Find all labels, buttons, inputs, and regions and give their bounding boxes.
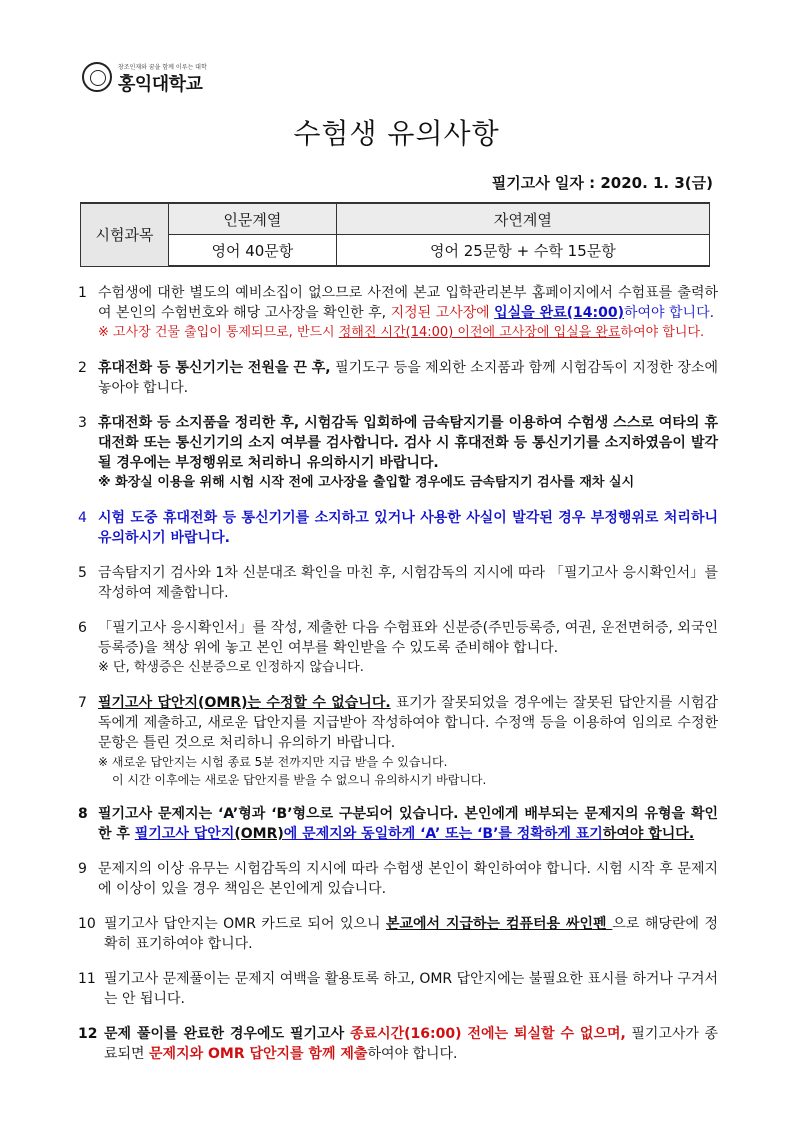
note-text-highlight: 에 문제지와 동일하게 ‘A’ 또는 ‘B’를 정확하게 표기 [283, 826, 603, 842]
note-text: 하여야 합니다. [367, 1046, 458, 1062]
note-text: 필기도구 등을 제외한 소지품과 함께 시험감독이 지정한 장소에 놓아야 합니다. [98, 360, 718, 396]
column-header-natural-sciences: 자연계열 [336, 203, 709, 235]
note-body [98, 804, 718, 844]
exam-date: 필기고사 일자 : 2020. 1. 3(금) [491, 174, 713, 192]
university-name: 홍익대학교 [118, 74, 203, 95]
note-text-highlight: 문제지와 OMR 답안지를 함께 제출 [149, 1046, 368, 1062]
note-6 [78, 618, 718, 678]
note-subnote: ※ 화장실 이용을 위해 시험 시작 전에 고사장을 출입할 경우에도 금속탐지기 검사를 재차 실시 [98, 475, 635, 490]
note-text: 필기고사가 종료되면 [104, 1026, 718, 1062]
note-body: 시험 도중 휴대전화 등 통신기기를 소지하고 있거나 사용한 사실이 발각된 경우 부정행위로 처리하니 유의하시기 바랍니다. [98, 510, 718, 546]
note-body [98, 413, 718, 493]
table-row [81, 203, 710, 235]
note-text-highlight: 종료시간(16:00) 전에는 퇴실할 수 없으며, [350, 1026, 626, 1042]
note-text: 으로 해당란에 정확히 표기하여야 합니다. [104, 916, 718, 952]
note-number: 7 [78, 695, 87, 711]
note-number: 5 [78, 565, 87, 581]
note-number: 10 [78, 916, 96, 932]
note-text-emphasis: 필기고사 문제지는 ‘A’형과 ‘B’형으로 구분되어 있습니다. 본인에게 배부되는 문제지의 유형을 확인한 후 [98, 806, 718, 842]
note-body [98, 618, 718, 678]
row-header: 시험과목 [81, 203, 169, 266]
note-text-emphasis: 휴대전화 등 소지품을 정리한 후, 시험감독 입회하에 금속탐지기를 이용하여 수험생 스스로 여타의 휴대전화 또는 통신기기의 소지 여부를 검사합니다. 검사 시 휴대전화 등 통신기기를 소지하였음이 발각될 경우에는 부정행위로 처리하니 유의하시기 바랍니다. [98, 415, 718, 471]
note-number: 12 [78, 1026, 98, 1042]
subnote-text: ※ 고사장 건물 출입이 통제되므로, 반드시 [98, 325, 339, 340]
column-header-humanities: 인문계열 [169, 203, 337, 235]
note-body [98, 693, 718, 789]
note-text-highlight: 하여야 합니다. [624, 305, 715, 321]
note-text-emphasis: 문제 풀이를 완료한 경우에도 필기고사 [104, 1026, 351, 1042]
university-motto: 창조인재와 꿈을 함께 이루는 대학 [118, 64, 207, 71]
note-text-emphasis: 필기고사 답안지(OMR)는 수정할 수 없습니다. [98, 695, 391, 711]
note-12 [78, 1024, 718, 1064]
note-11 [78, 969, 718, 1009]
note-body [98, 358, 718, 398]
note-body: 문제지의 이상 유무는 시험감독의 지시에 따라 수험생 본인이 확인하여야 합니다. 시험 시작 후 문제지에 이상이 있을 경우 책임은 본인에게 있습니다. [98, 861, 718, 897]
note-number: 11 [78, 971, 96, 987]
notes-list [78, 283, 718, 1079]
subnote-text: 하여야 합니다. [620, 325, 705, 340]
cell-humanities-subject: 영어 40문항 [169, 235, 337, 267]
note-body [98, 283, 718, 343]
note-body: 필기고사 문제풀이는 문제지 여백을 활용토록 하고, OMR 답안지에는 불필요한 표시를 하거나 구겨서는 안 됩니다. [104, 971, 718, 1007]
university-logo [82, 62, 232, 102]
note-number: 2 [78, 360, 87, 376]
note-5 [78, 563, 718, 603]
note-text: 필기고사 답안지는 OMR 카드로 되어 있으니 [104, 916, 386, 932]
note-9 [78, 859, 718, 899]
university-seal-icon [82, 62, 112, 92]
note-body: 금속탐지기 검사와 1차 신분대조 확인을 마친 후, 시험감독의 지시에 따라 「필기고사 응시확인서」를 작성하여 제출합니다. [98, 565, 718, 601]
note-text-emphasis: 휴대전화 등 통신기기는 전원을 끈 후, [98, 360, 331, 376]
note-text-emphasis: 하여야 합니다. [602, 826, 695, 842]
note-text-emphasis: 입실을 완료(14:00) [494, 305, 624, 321]
note-3 [78, 413, 718, 493]
table-row [81, 235, 710, 267]
note-4 [78, 508, 718, 548]
subnote-text-emphasis: 정해진 시간(14:00) 이전에 고사장에 입실을 완료 [338, 325, 621, 340]
note-1 [78, 283, 718, 343]
note-10 [78, 914, 718, 954]
note-body [104, 914, 718, 954]
exam-schedule-table [80, 202, 710, 267]
note-subnote: ※ 새로운 답안지는 시험 종료 5분 전까지만 지급 받을 수 있습니다. [98, 755, 448, 769]
note-number: 8 [78, 806, 88, 822]
note-text: 수험생에 대한 별도의 예비소집이 없으므로 사전에 본교 입학관리본부 홈페이지에서 수험표를 출력하여 본인의 수험번호와 해당 고사장을 확인한 후, [98, 285, 718, 321]
note-number: 6 [78, 620, 87, 636]
note-2 [78, 358, 718, 398]
cell-natural-sciences-subject: 영어 25문항 + 수학 15문항 [336, 235, 709, 267]
note-text-emphasis: 본교에서 지급하는 컴퓨터용 싸인펜 [385, 916, 613, 932]
note-number: 3 [78, 415, 87, 431]
note-subnote [98, 323, 718, 343]
note-text: 표기가 잘못되었을 경우에는 잘못된 답안지를 시험감독에게 제출하고, 새로운 답안지를 지급받아 작성하여야 합니다. 수정액 등을 이용하여 임의로 수정한 문항은 틀린 것으로 처리하니 유의하기 바랍니다. [98, 695, 718, 751]
note-subnote: 이 시간 이후에는 새로운 답안지를 받을 수 없으니 유의하시기 바랍니다. [112, 773, 487, 787]
note-7 [78, 693, 718, 789]
note-number: 9 [78, 861, 87, 877]
note-body [104, 1024, 718, 1064]
note-text-highlight: 지정된 고사장에 [390, 305, 495, 321]
note-number: 1 [78, 285, 87, 301]
page-title: 수험생 유의사항 [293, 117, 500, 150]
note-text-emphasis: (OMR) [234, 826, 284, 842]
note-text-highlight: 필기고사 답안지 [134, 826, 235, 842]
note-text: 「필기고사 응시확인서」를 작성, 제출한 다음 수험표와 신분증(주민등록증, 여권, 운전면허증, 외국인등록증)을 책상 위에 놓고 본인 여부를 확인받을 수 있도록 준비해야 합니다. [98, 620, 718, 656]
note-subnote: ※ 단, 학생증은 신분증으로 인정하지 않습니다. [98, 660, 364, 675]
note-number: 4 [78, 510, 87, 526]
note-8 [78, 804, 718, 844]
